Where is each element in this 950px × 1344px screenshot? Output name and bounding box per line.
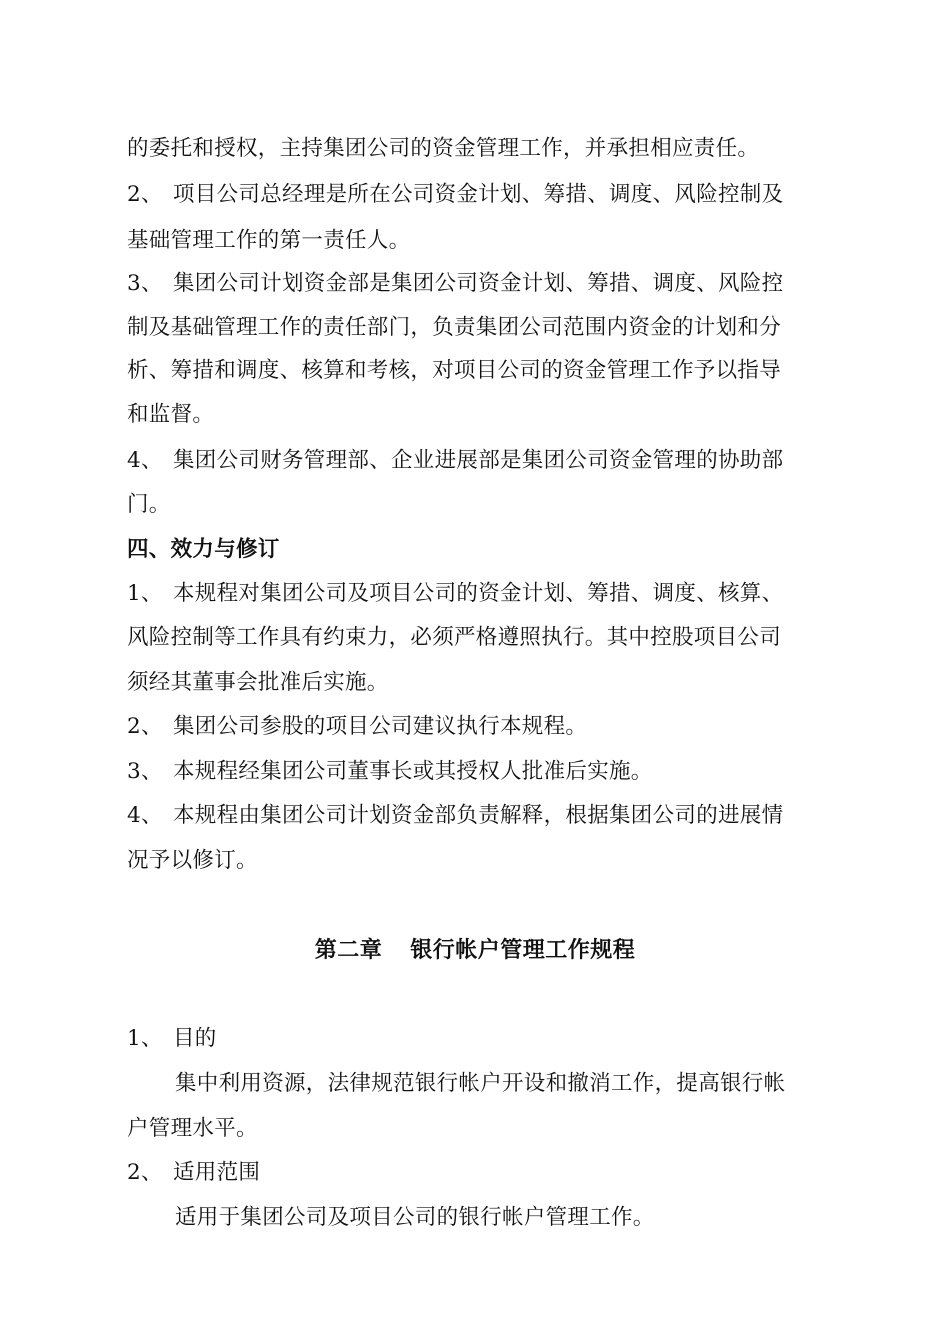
chapter-item-1-body-line-1: 集中利用资源，法律规范银行帐户开设和撤消工作，提高银行帐 [175,1071,786,1096]
item-number: 1、 [127,1026,163,1051]
item-number: 2、 [127,714,163,739]
item-3-3-line-2: 制及基础管理工作的责任部门，负责集团公司范围内资金的计划和分 [127,315,782,340]
chapter-heading [0,935,950,965]
item-number: 1、 [127,581,163,606]
item-3-3-line-4: 和监督。 [127,402,215,427]
item-4-1-line-2: 风险控制等工作具有约束力，必须严格遵照执行。其中控股项目公司 [127,625,782,650]
item-text: 集团公司财务管理部、企业进展部是集团公司资金管理的协助部 [173,448,784,473]
item-3-2-line-1 [127,180,827,210]
item-3-3-line-1 [127,269,827,299]
chapter-item-2-body-line-1: 适用于集团公司及项目公司的银行帐户管理工作。 [175,1205,655,1230]
chapter-item-2-heading [127,1158,827,1188]
item-number: 3、 [127,759,163,784]
item-text: 集团公司参股的项目公司建议执行本规程。 [173,714,588,739]
item-number: 4、 [127,803,163,828]
section-heading: 四、效力与修订 [127,537,280,562]
chapter-item-1-body-line-2: 户管理水平。 [127,1116,258,1141]
item-text: 项目公司总经理是所在公司资金计划、筹措、调度、风险控制及 [173,182,784,207]
chapter-number: 第二章 [314,937,383,963]
chapter-title: 银行帐户管理工作规程 [410,937,636,963]
continuation-line: 的委托和授权，主持集团公司的资金管理工作，并承担相应责任。 [127,136,760,161]
item-3-4-line-1 [127,446,827,476]
item-4-4-line-2: 况予以修订。 [127,848,258,873]
item-4-3-line-1 [127,757,827,787]
item-heading: 目的 [173,1026,217,1051]
item-text: 本规程对集团公司及项目公司的资金计划、筹措、调度、核算、 [173,581,784,606]
item-3-3-line-3: 析、筹措和调度、核算和考核，对项目公司的资金管理工作予以指导 [127,358,782,383]
item-number: 2、 [127,182,163,207]
item-4-1-line-3: 须经其董事会批准后实施。 [127,670,389,695]
item-4-2-line-1 [127,712,827,742]
item-4-1-line-1 [127,579,827,609]
item-3-4-line-2: 门。 [127,492,171,517]
item-number: 4、 [127,448,163,473]
item-4-4-line-1 [127,801,827,831]
item-3-2-line-2: 基础管理工作的第一责任人。 [127,228,411,253]
item-text: 本规程经集团公司董事长或其授权人批准后实施。 [173,759,653,784]
item-text: 本规程由集团公司计划资金部负责解释，根据集团公司的进展情 [173,803,784,828]
item-number: 2、 [127,1160,163,1185]
item-number: 3、 [127,271,163,296]
chapter-item-1-heading [127,1024,827,1054]
item-heading: 适用范围 [173,1160,261,1185]
item-text: 集团公司计划资金部是集团公司资金计划、筹措、调度、风险控 [173,271,784,296]
